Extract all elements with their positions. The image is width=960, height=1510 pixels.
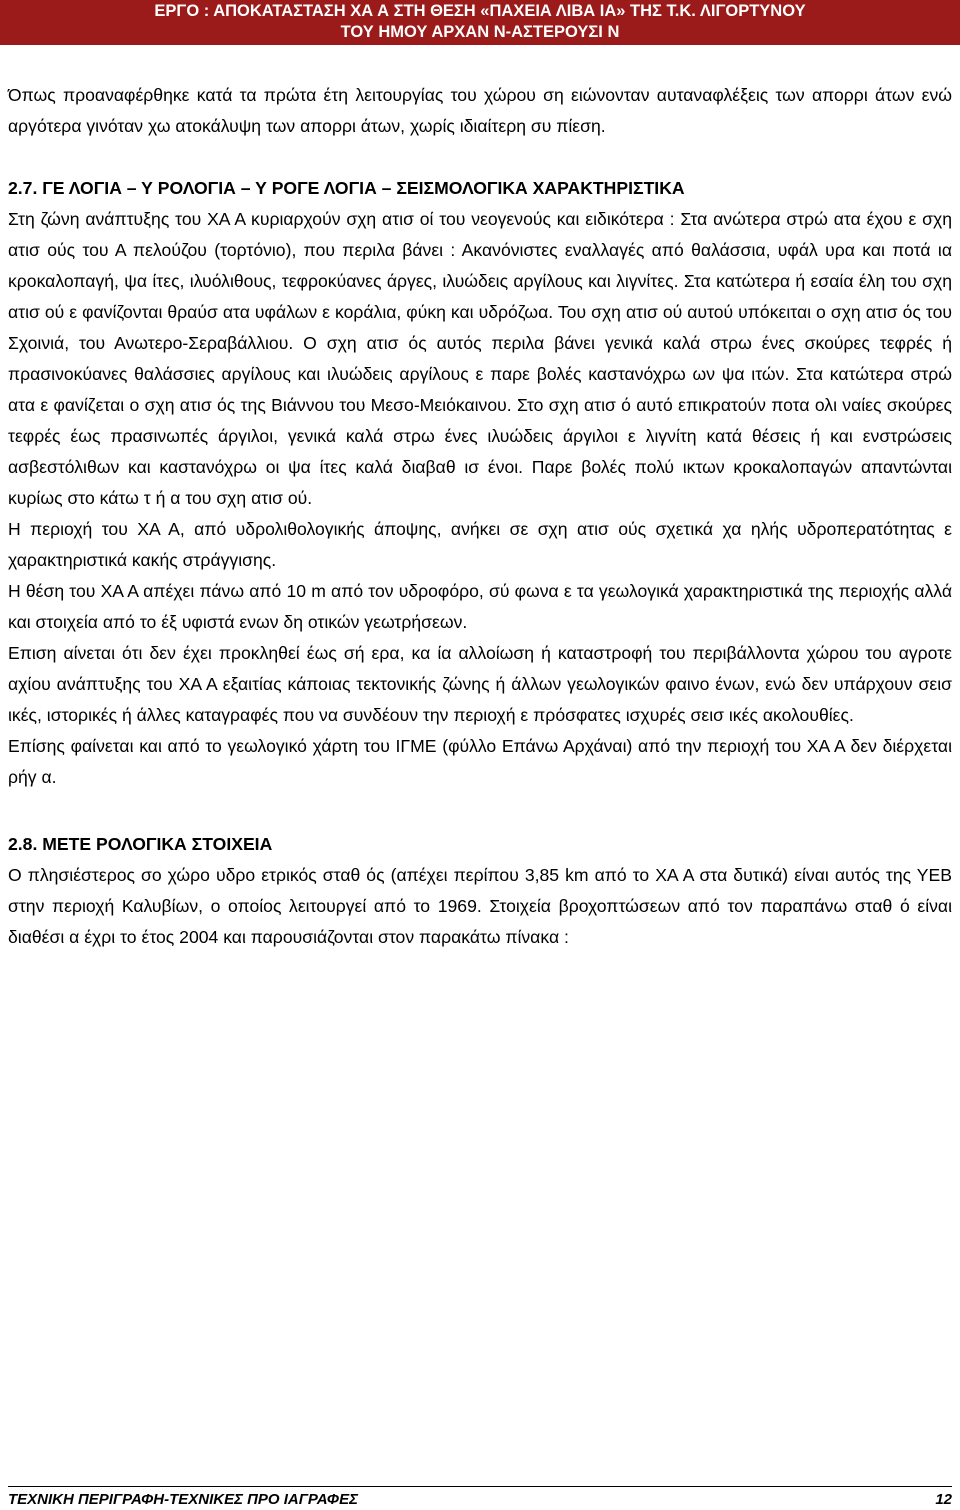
document-footer: [8, 1490, 952, 1510]
page-number: 12: [935, 1491, 952, 1508]
spacer: [8, 142, 952, 173]
header-line-2: ΤΟΥ ΗΜΟΥ ΑΡΧΑΝ Ν-ΑΣΤΕΡΟΥΣΙ Ν: [340, 23, 620, 41]
spacer: [8, 793, 952, 829]
header-line-1: ΕΡΓΟ : ΑΠΟΚΑΤΑΣΤΑΣΗ ΧΑ Α ΣΤΗ ΘΕΣΗ «ΠΑΧΕΙΑ ΛΙΒΑ ΙΑ» ΤΗΣ Τ.Κ. ΛΙΓΟΡΤΥΝΟΥ: [154, 2, 806, 20]
section-2-8-paragraph: Ο πλησιέστερος σο χώρο υδρο ετρικός σταθ ός (απέχει περίπου 3,85 km από το ΧΑ Α στα δυτικά) είναι αυτός της ΥΕΒ στην περιοχή Καλυβίων, ο οποίος λειτουργεί από το 1969. Στοιχεία βροχοπτώσεων από τον παραπάνω σταθ ό είναι διαθέσι α έχρι το έτος 2004 και παρουσιάζονται στον παρακάτω πίνακα :: [8, 865, 952, 947]
section-2-7-paragraph-4: Επιση αίνεται ότι δεν έχει προκληθεί έως σή ερα, κα ία αλλοίωση ή καταστροφή του περιβάλλοντα χώρου του αγροτε αχίου ανάπτυξης του ΧΑ Α εξαιτίας κάποιας τεκτονικής ζώνης ή άλλων γεωλογικών φαινο ένων, ενώ δεν υπάρχουν σεισ ικές, ιστορικές ή άλλες καταγραφές που να συνδέουν την περιοχή ε πρόσφατες ισχυρές σεισ ικές ακολουθίες.: [8, 643, 952, 725]
section-2-7-paragraph-3: Η θέση του ΧΑ Α απέχει πάνω από 10 m από τον υδροφόρο, σύ φωνα ε τα γεωλογικά χαρακτηριστικά της περιοχής αλλά και στοιχεία από το έξ υφιστά ενων δη οτικών γεωτρήσεων.: [8, 581, 952, 632]
section-heading-2-7: 2.7. ΓΕ ΛΟΓΙΑ – Υ ΡΟΛΟΓΙΑ – Υ ΡΟΓΕ ΛΟΓΙΑ – ΣΕΙΣΜΟΛΟΓΙΚΑ ΧΑΡΑΚΤΗΡΙΣΤΙΚΑ: [8, 178, 685, 198]
section-heading-2-8: 2.8. ΜΕΤΕ ΡΟΛΟΓΙΚΑ ΣΤΟΙΧΕΙΑ: [8, 834, 273, 854]
footer-title: ΤΕΧΝΙΚΗ ΠΕΡΙΓΡΑΦΗ-ΤΕΧΝΙΚΕΣ ΠΡΟ ΙΑΓΡΑΦΕΣ: [8, 1491, 358, 1508]
footer-divider: [8, 1486, 952, 1487]
section-2-7-paragraph-2: Η περιοχή του ΧΑ Α, από υδρολιθολογικής άποψης, ανήκει σε σχη ατισ ούς σχετικά χα ηλής υδροπερατότητας ε χαρακτηριστικά κακής στράγγισης.: [8, 519, 952, 570]
section-2-7-paragraph-1: Στη ζώνη ανάπτυξης του ΧΑ Α κυριαρχούν σχη ατισ οί του νεογενούς και ειδικότερα : Στα ανώτερα στρώ ατα έχου ε σχη ατισ ούς του Α πελούζου (τορτόνιο), που περιλα βάνει : Ακανόνιστες εναλλαγές από θαλάσσια, υφάλ υρα και ποτά ια κροκαλοπαγή, ψα ίτες, ιλυόλιθους, τεφροκύανες άργες, ιλυώδεις αργίλους και λιγνίτες. Στα κατώτερα ή εσαία έλη του σχη ατισ ού ε φανίζονται θραύσ ατα υφάλων ε κοράλια, φύκη και υδρόζωα. Του σχη ατισ ού αυτού υπόκειται ο σχη ατισ ός του Σχοινιά, του Ανωτερο-Σεραβάλλιου. Ο σχη ατισ ός αυτός περιλα βάνει γενικά καλά στρω ένες σκούρες τεφρές ή πρασινοκύανες θαλάσσιες αργίλους και ιλυώδεις αργίλους ε παρε βολές καστανόχρω ων ψα ιτών. Στα κατώτερα στρώ ατα ε φανίζεται ο σχη ατισ ός της Βιάννου του Μεσο-Μειόκαινου. Στο σχη ατισ ό αυτό επικρατούν ποτα ολι ναίες σκούρες τεφρές έως πρασινωπές άργιλοι, γενικά καλά στρω ένες ιλυώδεις άργιλοι ε λιγνίτη κατά θέσεις ή και ενστρώσεις ασβεστόλιθων και καστανόχρω οι ψα ίτες καλά διαβαθ ισ ένοι. Παρε βολές πολύ ικτων κροκαλοπαγών απαντώνται κυρίως στο κάτω τ ή α του σχη ατισ ού.: [8, 209, 952, 508]
document-header: [0, 0, 960, 45]
section-2-7-paragraph-5: Επίσης φαίνεται και από το γεωλογικό χάρτη του ΙΓΜΕ (φύλλο Επάνω Αρχάναι) από την περιοχή του ΧΑ Α δεν διέρχεται ρήγ α.: [8, 736, 952, 787]
intro-paragraph: Όπως προαναφέρθηκε κατά τα πρώτα έτη λειτουργίας του χώρου ση ειώνονταν αυταναφλέξεις των απορρι άτων ενώ αργότερα γινόταν χω ατοκάλυψη των απορρι άτων, χωρίς ιδιαίτερη συ πίεση.: [8, 85, 952, 136]
document-body: [8, 80, 952, 953]
